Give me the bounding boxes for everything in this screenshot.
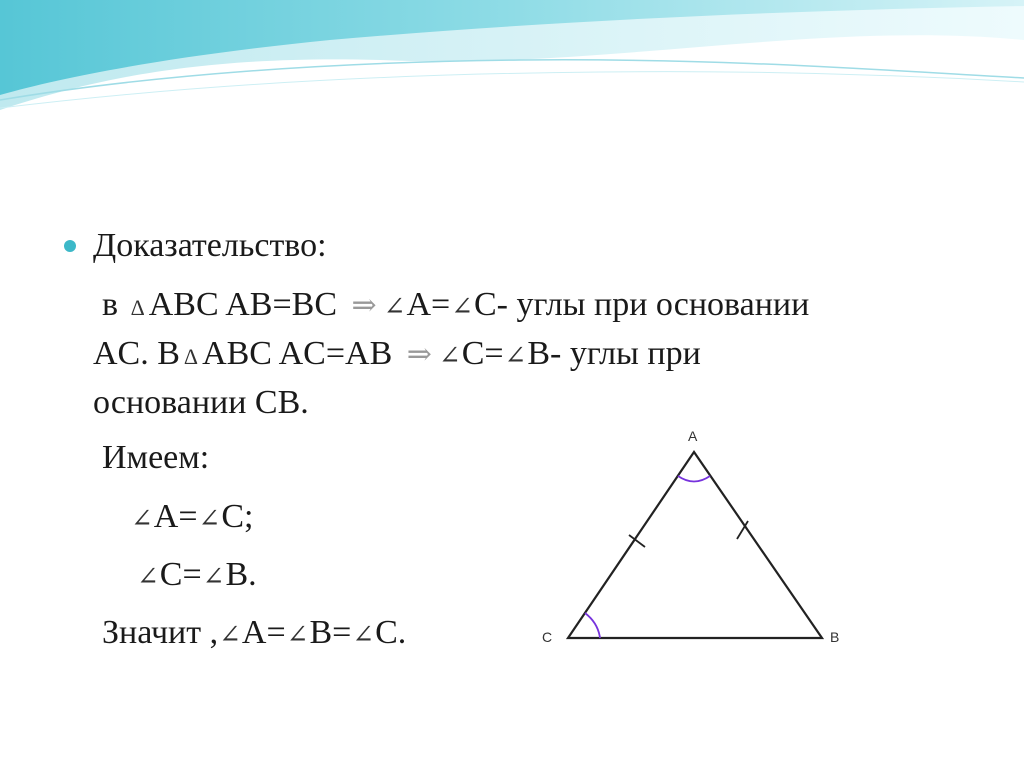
text: B- углы при [527, 335, 701, 372]
text: C; [221, 498, 254, 535]
text: AC. В [93, 335, 180, 372]
equation-1 [130, 497, 253, 539]
text: Имеем: [102, 439, 210, 476]
angle-icon: ∠ [202, 562, 225, 591]
vertex-label-a: A [688, 428, 698, 444]
conclusion-line [102, 613, 406, 655]
angle-icon: ∠ [286, 620, 309, 649]
triangle-icon: Δ [183, 344, 199, 369]
have-line [102, 438, 209, 478]
proof-heading [93, 226, 327, 266]
angle-icon: ∠ [438, 341, 461, 370]
vertex-label-c: C [542, 629, 553, 645]
vertex-label-b: B [830, 629, 840, 645]
angle-icon: ∠ [504, 341, 527, 370]
implies-arrow-icon: ⇒ [351, 289, 377, 322]
angle-icon: ∠ [198, 504, 221, 533]
heading-text: Доказательство: [93, 227, 327, 264]
prefix-text: в [102, 286, 119, 323]
triangle-icon: Δ [130, 295, 145, 320]
header-wave-line [0, 72, 1024, 108]
text: A= [241, 614, 286, 651]
text: C= [159, 556, 202, 593]
text: ABC AB=BC [148, 286, 338, 323]
equation-2 [136, 555, 257, 597]
bullet-dot [64, 240, 76, 252]
angle-icon: ∠ [137, 562, 159, 591]
text: C. [375, 614, 407, 651]
angle-icon: ∠ [219, 620, 241, 649]
implies-arrow-icon: ⇒ [406, 338, 432, 371]
text: B= [309, 614, 352, 651]
text: C- углы при основании [473, 286, 810, 323]
text: основании CB. [93, 384, 309, 421]
text: A= [153, 498, 198, 535]
angle-icon: ∠ [352, 620, 375, 649]
text: Значит , [102, 614, 219, 651]
proof-line-1 [102, 285, 809, 328]
angle-icon: ∠ [451, 292, 473, 321]
proof-line-3 [93, 383, 309, 423]
text: B. [225, 556, 257, 593]
proof-line-2 [93, 334, 701, 377]
text: C= [461, 335, 504, 372]
text: A= [406, 286, 451, 323]
angle-icon: ∠ [131, 504, 153, 533]
text: ABC AC=AB [202, 335, 393, 372]
triangle-figure [528, 417, 864, 667]
angle-icon: ∠ [383, 292, 406, 321]
